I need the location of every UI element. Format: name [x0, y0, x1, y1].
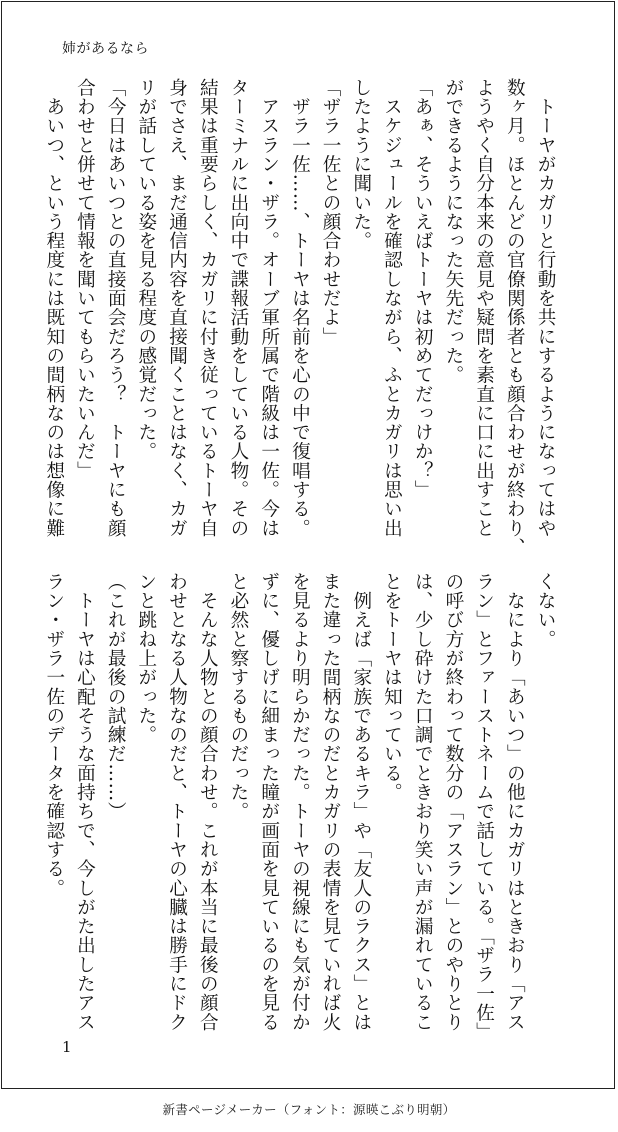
text-line: 「ザラ一佐との顔合わせだよ」: [320, 78, 342, 347]
text-block-top: [43, 78, 560, 558]
text-line: ずに、優しげに細まった瞳が画面を見ているのを見る: [258, 572, 280, 1032]
footer-credit: 新書ページメーカー（フォント：源暎こぶり明朝）: [162, 1102, 456, 1117]
text-line: ンと跳ね上がった。: [135, 572, 157, 745]
text-line: アスラン・ザラ。オーブ軍所属で階級は一佐。今は: [258, 78, 280, 538]
page-header-title: 姉があるなら: [62, 41, 149, 57]
text-line: ターミナルに出向中で諜報活動をしている人物。その: [227, 78, 249, 538]
page-number: 1: [62, 1038, 72, 1056]
text-line: ザラ一佐……、トーヤは名前を心の中で復唱する。: [289, 78, 311, 538]
text-line: の呼び方が終わって数分の「アスラン」とのやりとり: [442, 572, 464, 1032]
book-page: [1, 1, 615, 1089]
text-line: くない。: [535, 572, 556, 649]
text-line: 「今日はあいつとの直接面会だろう？ トーヤにも顔: [105, 78, 127, 538]
text-line: 合わせと併せて情報を聞いてもらいたいんだ」: [74, 78, 96, 481]
text-line: スケジュールを確認しながら、ふとカガリは思い出: [381, 78, 403, 538]
text-line: なにより「あいつ」の他にカガリはときおり「アス: [504, 572, 526, 1032]
text-line: 「あぁ、そういえばトーヤは初めてだっけか？」: [412, 78, 434, 500]
text-line: したように聞いた。: [350, 78, 372, 251]
text-line: リが話している姿を見る程度の感覚だった。: [135, 78, 157, 461]
text-line: 身でさえ、まだ通信内容を直接聞くことはなく、カガ: [166, 78, 188, 538]
text-line: わせとなる人物なのだと、トーヤの心臓は勝手にドク: [166, 572, 188, 1032]
text-line: トーヤがカガリと行動を共にするようになってはや: [535, 78, 556, 538]
text-line: また違った間柄なのだとカガリの表情を見ていれば火: [320, 572, 342, 1032]
text-line: とをトーヤは知っている。: [381, 572, 403, 802]
text-block-bottom: [43, 572, 560, 1044]
text-line: （これが最後の試練だ……）: [105, 572, 127, 821]
text-line: ラン・ザラ一佐のデータを確認する。: [43, 572, 65, 898]
text-line: そんな人物との顔合わせ。これが本当に最後の顔合: [197, 572, 219, 1032]
text-line: あいつ、という程度には既知の間柄なのは想像に難: [43, 78, 65, 538]
text-line: ようやく自分本来の意見や疑問を素直に口に出すこと: [473, 78, 495, 538]
text-line: を見るより明らかだった。トーヤの視線にも気が付か: [289, 572, 311, 1032]
text-line: と必然と察するものだった。: [227, 572, 249, 821]
text-line: 数ヶ月。ほとんどの官僚関係者とも顔合わせが終わり、: [504, 78, 526, 557]
text-line: は、少し砕けた口調でときおり笑い声が漏れているこ: [412, 572, 434, 1032]
text-line: 結果は重要らしく、カガリに付き従っているトーヤ自: [197, 78, 219, 538]
text-line: 例えば「家族であるキラ」や「友人のラクス」とは: [350, 572, 372, 1032]
text-line: ができるようになった矢先だった。: [442, 78, 464, 385]
text-line: ラン」とファーストネームで話している。「ザラ一佐」: [473, 572, 495, 1042]
text-line: トーヤは心配そうな面持ちで、今しがた出したアス: [74, 572, 96, 1032]
